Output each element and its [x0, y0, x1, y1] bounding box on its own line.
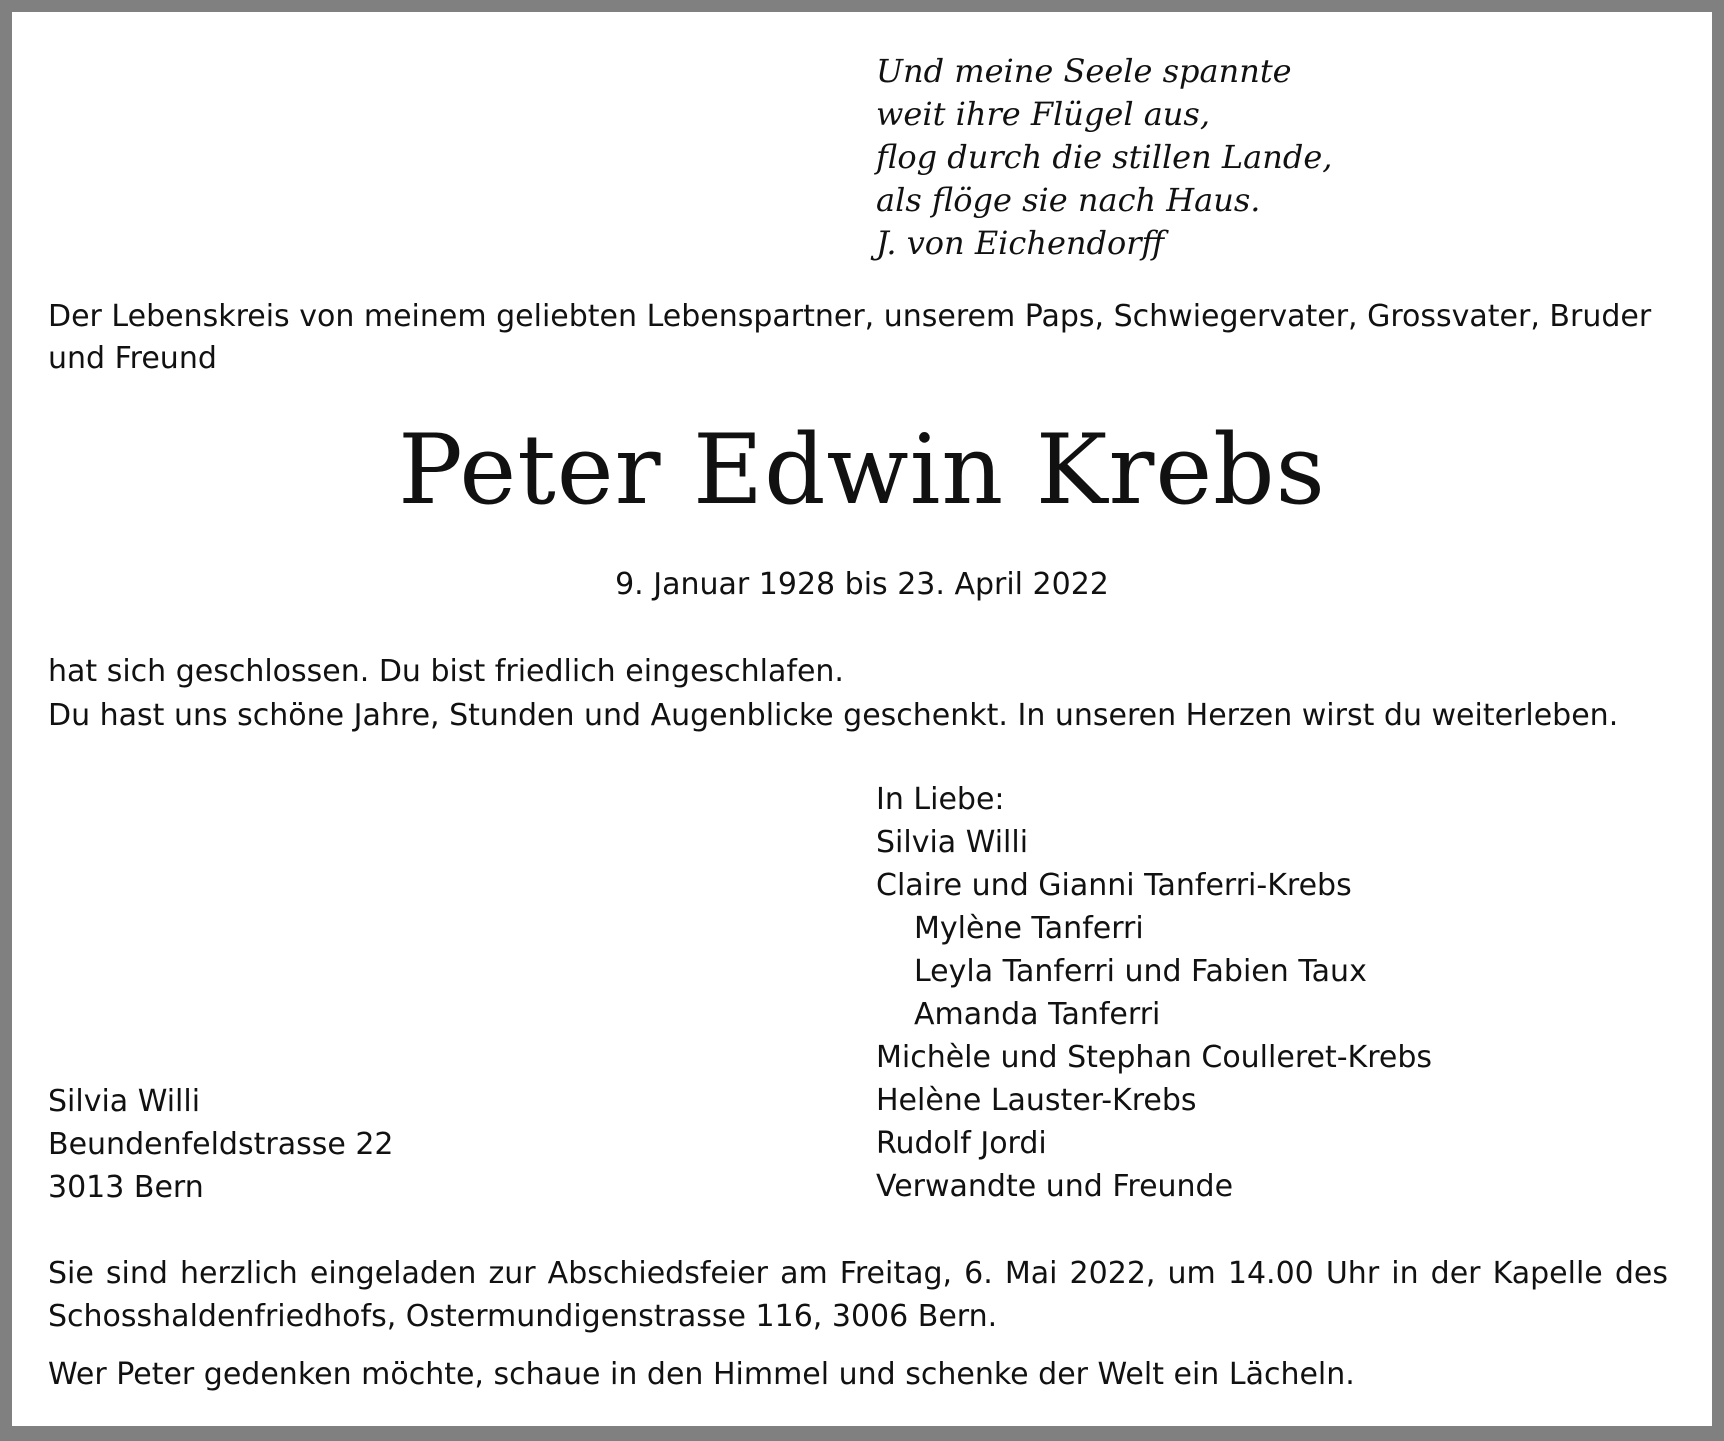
message-line: Du hast uns schöne Jahre, Stunden und Augenblicke geschenkt. In unseren Herzen wirst du weiterleben.	[48, 698, 1619, 733]
intro-text: Der Lebenskreis von meinem geliebten Lebenspartner, unserem Paps, Schwiegervater, Grossvater, Bruder und Freund	[48, 299, 1652, 376]
signer-name: Helène Lauster-Krebs	[876, 1083, 1197, 1118]
signer-name: Silvia Willi	[876, 825, 1029, 860]
closing-text: Wer Peter gedenken möchte, schaue in den Himmel und schenke der Welt ein Lächeln.	[48, 1357, 1355, 1392]
poem-author: J. von Eichendorff	[876, 224, 1165, 262]
message-line: hat sich geschlossen. Du bist friedlich eingeschlafen.	[48, 654, 844, 689]
poem-block	[876, 50, 1332, 265]
signer-name: Mylène Tanferri	[914, 911, 1144, 946]
signer-name: Michèle und Stephan Coulleret-Krebs	[876, 1040, 1433, 1075]
signer-name: Leyla Tanferri und Fabien Taux	[914, 954, 1367, 989]
poem-line: Und meine Seele spannte	[876, 52, 1292, 90]
address-street: Beundenfeldstrasse 22	[48, 1127, 394, 1162]
address-name: Silvia Willi	[48, 1084, 201, 1119]
life-dates: 9. Januar 1928 bis 23. April 2022	[615, 567, 1109, 602]
signers-heading: In Liebe:	[876, 782, 1005, 817]
message-block	[48, 650, 1688, 738]
poem-line: als flöge sie nach Haus.	[876, 181, 1261, 219]
contact-address	[48, 1080, 394, 1209]
signer-name: Rudolf Jordi	[876, 1126, 1047, 1161]
signer-name: Verwandte und Freunde	[876, 1169, 1234, 1204]
signer-name: Claire und Gianni Tanferri-Krebs	[876, 868, 1352, 903]
invitation-text: Sie sind herzlich eingeladen zur Abschiedsfeier am Freitag, 6. Mai 2022, um 14.00 Uhr in der Kapelle des Schosshaldenfriedhofs, Ostermundigenstrasse 116, 3006 Bern.	[48, 1256, 1668, 1334]
poem-line: flog durch die stillen Lande,	[876, 138, 1333, 176]
signers-block	[876, 778, 1432, 1208]
address-city: 3013 Bern	[48, 1170, 204, 1205]
deceased-name: Peter Edwin Krebs	[398, 414, 1326, 526]
poem-line: weit ihre Flügel aus,	[876, 95, 1210, 133]
signer-name: Amanda Tanferri	[914, 997, 1161, 1032]
